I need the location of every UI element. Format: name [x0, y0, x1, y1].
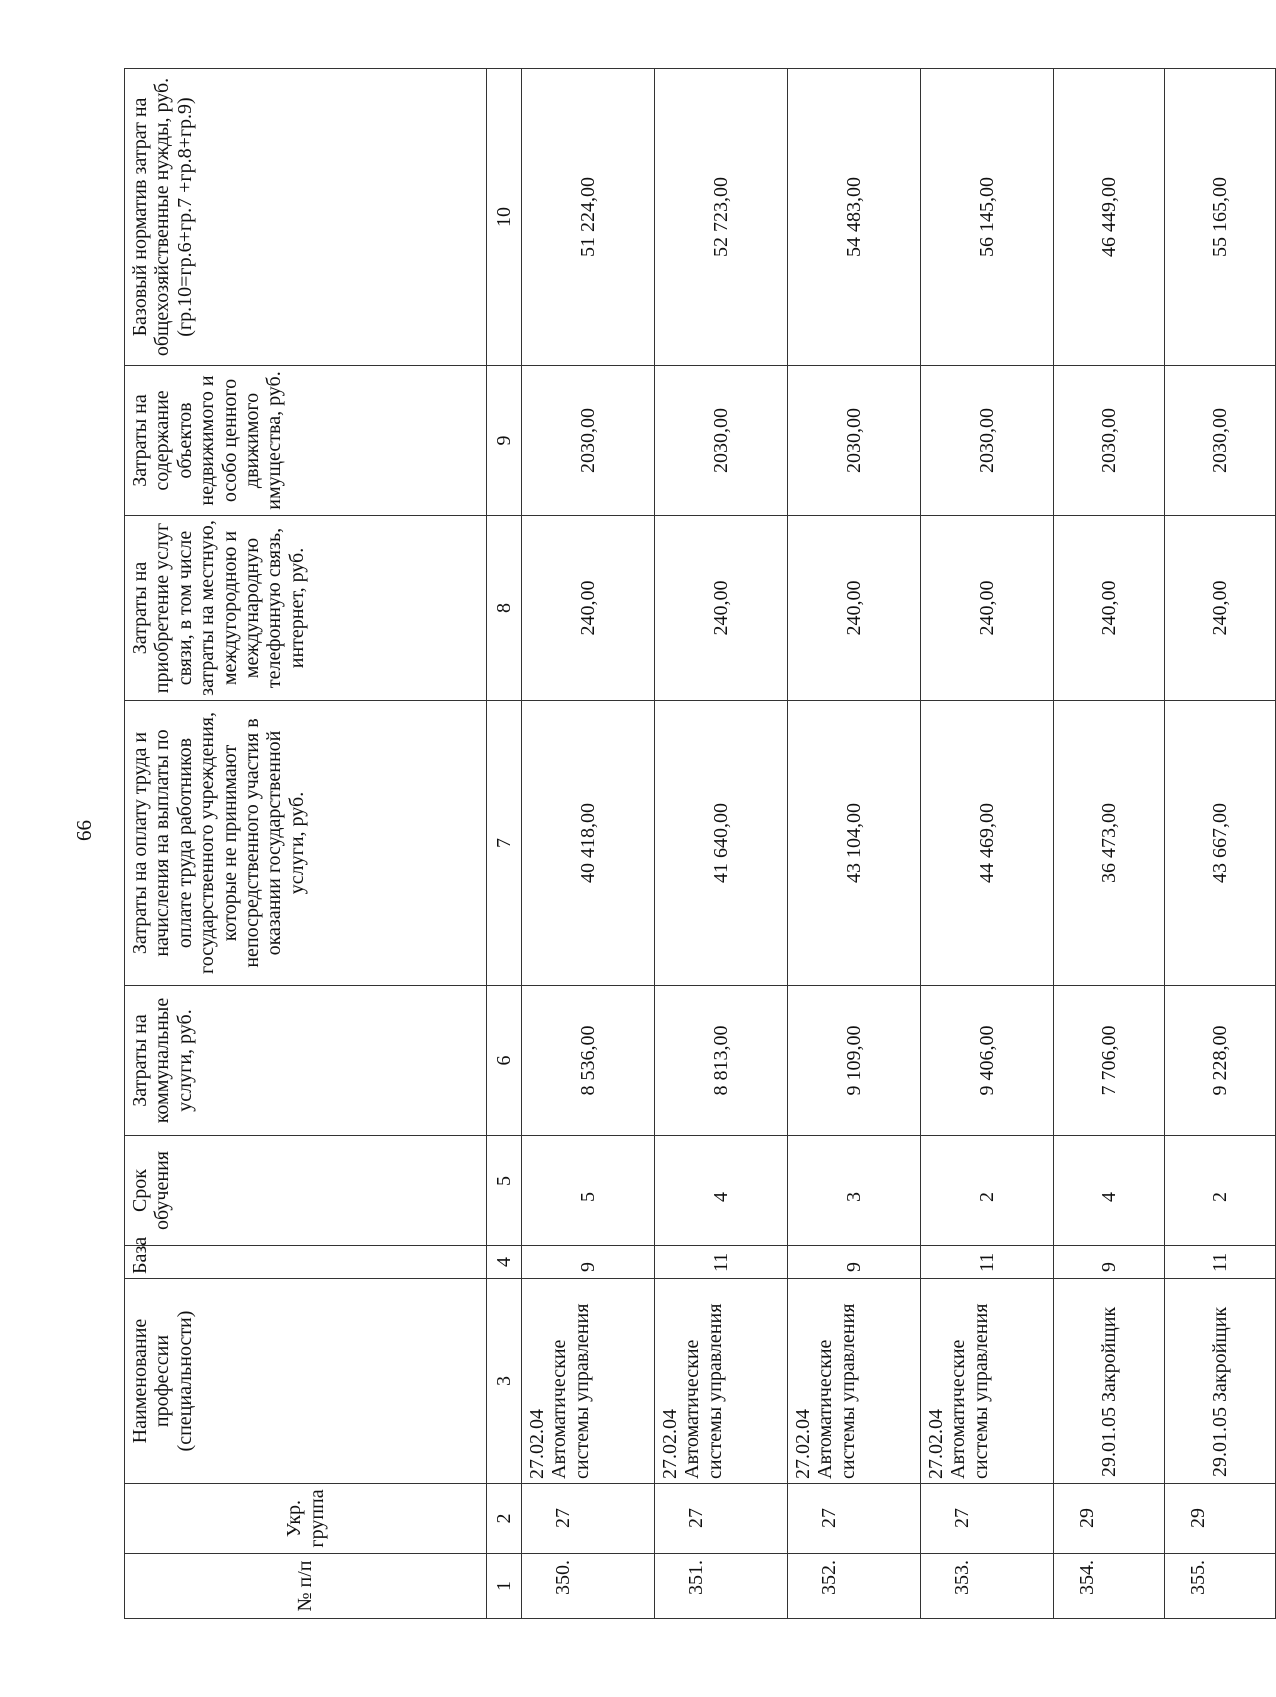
row-profession: 29.01.05 Закройщик — [1165, 1279, 1276, 1484]
row-communication: 240,00 — [921, 516, 1054, 701]
header-utilities: Затраты на коммунальные услуги, руб. — [125, 986, 487, 1136]
table-row — [1165, 69, 1276, 1619]
row-term: 2 — [1165, 1136, 1276, 1246]
row-number: 355. — [1165, 1554, 1276, 1619]
row-communication: 240,00 — [788, 516, 921, 701]
row-communication: 240,00 — [655, 516, 788, 701]
row-base-norm: 54 483,00 — [788, 69, 921, 366]
column-number: 9 — [487, 366, 522, 516]
row-salary: 41 640,00 — [655, 701, 788, 986]
row-communication: 240,00 — [1054, 516, 1165, 701]
row-base-norm: 46 449,00 — [1054, 69, 1165, 366]
row-base: 11 — [655, 1246, 788, 1279]
row-utilities: 9 109,00 — [788, 986, 921, 1136]
header-property: Затраты на содержание объектов недвижимого и особо ценного движимого имущества, руб. — [125, 366, 487, 516]
header-salary: Затраты на оплату труда и начисления на выплаты по оплате труда работников государственного учреждения, которые не принимают непосредственного участия в оказании государственной услуги, руб. — [125, 701, 487, 986]
row-communication: 240,00 — [522, 516, 655, 701]
column-number: 7 — [487, 701, 522, 986]
row-base: 11 — [921, 1246, 1054, 1279]
header-communication: Затраты на приобретение услуг связи, в том числе затраты на местную, междугородною и международную телефонную связь, интернет, руб. — [125, 516, 487, 701]
column-number: 3 — [487, 1279, 522, 1484]
column-number: 2 — [487, 1484, 522, 1554]
table-row — [655, 69, 788, 1619]
column-number: 4 — [487, 1246, 522, 1279]
row-profession: 27.02.04 Автоматические системы управления — [921, 1279, 1054, 1484]
rotated-table-container — [124, 69, 1231, 1619]
table-row — [522, 69, 655, 1619]
header-base-norm: Базовый норматив затрат на общехозяйственные нужды, руб. (гр.10=гр.6+гр.7 +гр.8+гр.9) — [125, 69, 487, 366]
row-property: 2030,00 — [921, 366, 1054, 516]
row-salary: 44 469,00 — [921, 701, 1054, 986]
row-number: 351. — [655, 1554, 788, 1619]
row-group: 27 — [921, 1484, 1054, 1554]
cost-norms-table — [124, 68, 1276, 1619]
row-term: 5 — [522, 1136, 655, 1246]
row-salary: 36 473,00 — [1054, 701, 1165, 986]
table-row — [788, 69, 921, 1619]
row-base-norm: 52 723,00 — [655, 69, 788, 366]
row-term: 3 — [788, 1136, 921, 1246]
row-profession: 27.02.04 Автоматические системы управления — [788, 1279, 921, 1484]
column-numbers-row — [487, 69, 522, 1619]
column-number: 1 — [487, 1554, 522, 1619]
column-number: 8 — [487, 516, 522, 701]
row-base-norm: 55 165,00 — [1165, 69, 1276, 366]
row-profession: 29.01.05 Закройщик — [1054, 1279, 1165, 1484]
row-salary: 43 104,00 — [788, 701, 921, 986]
row-utilities: 8 536,00 — [522, 986, 655, 1136]
row-profession: 27.02.04 Автоматические системы управления — [655, 1279, 788, 1484]
header-base: База — [125, 1246, 487, 1279]
row-number: 350. — [522, 1554, 655, 1619]
row-base-norm: 51 224,00 — [522, 69, 655, 366]
table-row — [1054, 69, 1165, 1619]
row-base: 9 — [1054, 1246, 1165, 1279]
row-term: 4 — [1054, 1136, 1165, 1246]
row-utilities: 7 706,00 — [1054, 986, 1165, 1136]
row-utilities: 9 406,00 — [921, 986, 1054, 1136]
page-number: 66 — [72, 820, 96, 841]
column-number: 5 — [487, 1136, 522, 1246]
row-number: 353. — [921, 1554, 1054, 1619]
header-profession: Наименование профессии (специальности) — [125, 1279, 487, 1484]
row-base: 9 — [522, 1246, 655, 1279]
row-property: 2030,00 — [655, 366, 788, 516]
column-number: 10 — [487, 69, 522, 366]
header-row — [125, 69, 487, 1619]
row-profession: 27.02.04 Автоматические системы управления — [522, 1279, 655, 1484]
row-group: 27 — [522, 1484, 655, 1554]
header-term: Срок обучения — [125, 1136, 487, 1246]
row-group: 27 — [655, 1484, 788, 1554]
row-property: 2030,00 — [1054, 366, 1165, 516]
row-utilities: 9 228,00 — [1165, 986, 1276, 1136]
row-property: 2030,00 — [788, 366, 921, 516]
row-group: 29 — [1054, 1484, 1165, 1554]
row-property: 2030,00 — [522, 366, 655, 516]
row-number: 352. — [788, 1554, 921, 1619]
row-term: 4 — [655, 1136, 788, 1246]
row-communication: 240,00 — [1165, 516, 1276, 701]
table-row — [921, 69, 1054, 1619]
row-salary: 43 667,00 — [1165, 701, 1276, 986]
row-property: 2030,00 — [1165, 366, 1276, 516]
row-base: 9 — [788, 1246, 921, 1279]
column-number: 6 — [487, 986, 522, 1136]
row-utilities: 8 813,00 — [655, 986, 788, 1136]
row-number: 354. — [1054, 1554, 1165, 1619]
row-group: 29 — [1165, 1484, 1276, 1554]
row-salary: 40 418,00 — [522, 701, 655, 986]
row-base: 11 — [1165, 1246, 1276, 1279]
header-group: Укр. группа — [125, 1484, 487, 1554]
header-num: № п/п — [125, 1554, 487, 1619]
row-base-norm: 56 145,00 — [921, 69, 1054, 366]
row-term: 2 — [921, 1136, 1054, 1246]
row-group: 27 — [788, 1484, 921, 1554]
